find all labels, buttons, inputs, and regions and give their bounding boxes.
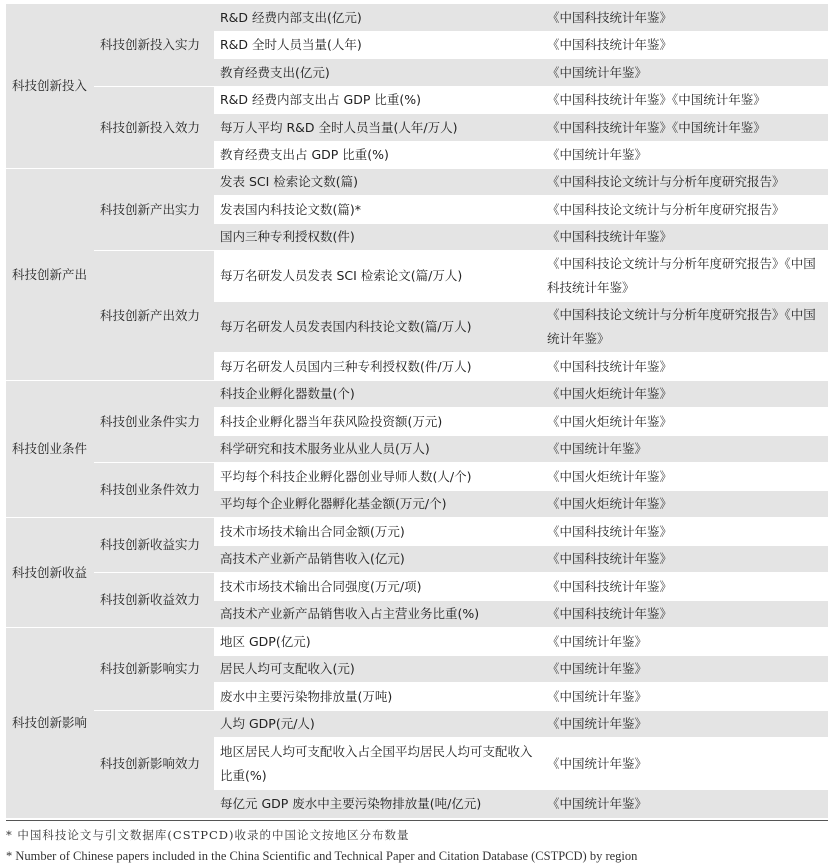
indicator-cell: 每万名研发人员发表 SCI 检索论文(篇/万人) — [214, 251, 539, 302]
table-row — [6, 251, 828, 302]
source-cell: 《中国科技统计年鉴》 — [539, 224, 828, 251]
indicator-cell: 每万名研发人员发表国内科技论文数(篇/万人) — [214, 302, 539, 353]
source-cell: 《中国科技统计年鉴》 — [539, 573, 828, 601]
category-cell: 科技创新投入 — [6, 4, 94, 169]
indicator-cell: 居民人均可支配收入(元) — [214, 656, 539, 683]
indicator-cell: 人均 GDP(元/人) — [214, 711, 539, 738]
subcategory-cell: 科技创新收益实力 — [94, 518, 214, 573]
indicator-cell: 科技企业孵化器数量(个) — [214, 381, 539, 408]
table-row — [6, 628, 828, 656]
indicator-cell: 每亿元 GDP 废水中主要污染物排放量(吨/亿元) — [214, 790, 539, 818]
source-cell: 《中国科技论文统计与分析年度研究报告》 — [539, 196, 828, 224]
subcategory-cell: 科技创新产出效力 — [94, 251, 214, 381]
category-cell: 科技创新产出 — [6, 169, 94, 381]
footnote-english: * Number of Chinese papers included in the China Scientific and Technical Paper and Citation Database (CSTPCD) by region — [6, 848, 638, 863]
subcategory-cell: 科技创新投入实力 — [94, 4, 214, 87]
table-row — [6, 518, 828, 546]
indicator-table — [6, 3, 828, 818]
category-cell: 科技创业条件 — [6, 381, 94, 518]
subcategory-cell: 科技创新投入效力 — [94, 87, 214, 169]
source-cell: 《中国科技论文统计与分析年度研究报告》《中国科技统计年鉴》 — [539, 251, 828, 302]
indicator-cell: 科学研究和技术服务业从业人员(万人) — [214, 436, 539, 463]
source-cell: 《中国统计年鉴》 — [539, 59, 828, 87]
source-cell: 《中国科技统计年鉴》 — [539, 601, 828, 628]
footnote-chinese: * 中国科技论文与引文数据库(CSTPCD)收录的中国论文按地区分布数量 — [6, 827, 410, 842]
source-cell: 《中国科技统计年鉴》 — [539, 546, 828, 573]
table-row — [6, 169, 828, 196]
subcategory-cell: 科技创新影响效力 — [94, 711, 214, 818]
indicator-cell: 高技术产业新产品销售收入(亿元) — [214, 546, 539, 573]
indicator-cell: 发表 SCI 检索论文数(篇) — [214, 169, 539, 196]
source-cell: 《中国火炬统计年鉴》 — [539, 381, 828, 408]
indicator-cell: R&D 经费内部支出(亿元) — [214, 4, 539, 32]
indicator-cell: 平均每个科技企业孵化器创业导师人数(人/个) — [214, 463, 539, 491]
source-cell: 《中国统计年鉴》 — [539, 628, 828, 656]
source-cell: 《中国统计年鉴》 — [539, 683, 828, 711]
subcategory-cell: 科技创新收益效力 — [94, 573, 214, 628]
indicator-cell: 地区 GDP(亿元) — [214, 628, 539, 656]
table-row — [6, 573, 828, 601]
indicator-cell: 技术市场技术输出合同强度(万元/项) — [214, 573, 539, 601]
source-cell: 《中国科技统计年鉴》《中国统计年鉴》 — [539, 87, 828, 114]
source-cell: 《中国统计年鉴》 — [539, 656, 828, 683]
table-row — [6, 711, 828, 738]
indicator-cell: 国内三种专利授权数(件) — [214, 224, 539, 251]
indicator-cell: 每万名研发人员国内三种专利授权数(件/万人) — [214, 353, 539, 381]
source-cell: 《中国火炬统计年鉴》 — [539, 463, 828, 491]
table-row — [6, 463, 828, 491]
indicator-cell: 技术市场技术输出合同金额(万元) — [214, 518, 539, 546]
indicator-table-container — [6, 3, 828, 867]
source-cell: 《中国科技论文统计与分析年度研究报告》 — [539, 169, 828, 196]
source-cell: 《中国科技论文统计与分析年度研究报告》《中国统计年鉴》 — [539, 302, 828, 353]
indicator-cell: 地区居民人均可支配收入占全国平均居民人均可支配收入比重(%) — [214, 738, 539, 790]
category-cell: 科技创新收益 — [6, 518, 94, 628]
indicator-cell: R&D 全时人员当量(人年) — [214, 32, 539, 59]
source-cell: 《中国统计年鉴》 — [539, 790, 828, 818]
indicator-cell: 教育经费支出占 GDP 比重(%) — [214, 142, 539, 169]
source-cell: 《中国统计年鉴》 — [539, 142, 828, 169]
indicator-cell: 科技企业孵化器当年获风险投资额(万元) — [214, 408, 539, 436]
indicator-cell: 废水中主要污染物排放量(万吨) — [214, 683, 539, 711]
subcategory-cell: 科技创新产出实力 — [94, 169, 214, 251]
source-cell: 《中国统计年鉴》 — [539, 711, 828, 738]
source-cell: 《中国统计年鉴》 — [539, 436, 828, 463]
source-cell: 《中国科技统计年鉴》《中国统计年鉴》 — [539, 114, 828, 142]
source-cell: 《中国统计年鉴》 — [539, 738, 828, 790]
subcategory-cell: 科技创新影响实力 — [94, 628, 214, 711]
source-cell: 《中国火炬统计年鉴》 — [539, 491, 828, 518]
indicator-cell: R&D 经费内部支出占 GDP 比重(%) — [214, 87, 539, 114]
table-row — [6, 4, 828, 32]
indicator-cell: 教育经费支出(亿元) — [214, 59, 539, 87]
subcategory-cell: 科技创业条件实力 — [94, 381, 214, 463]
source-cell: 《中国科技统计年鉴》 — [539, 353, 828, 381]
indicator-cell: 平均每个企业孵化器孵化基金额(万元/个) — [214, 491, 539, 518]
source-cell: 《中国科技统计年鉴》 — [539, 518, 828, 546]
indicator-cell: 每万人平均 R&D 全时人员当量(人年/万人) — [214, 114, 539, 142]
table-bottom-rule — [6, 820, 828, 821]
source-cell: 《中国火炬统计年鉴》 — [539, 408, 828, 436]
source-cell: 《中国科技统计年鉴》 — [539, 32, 828, 59]
category-cell: 科技创新影响 — [6, 628, 94, 818]
indicator-cell: 高技术产业新产品销售收入占主营业务比重(%) — [214, 601, 539, 628]
indicator-cell: 发表国内科技论文数(篇)* — [214, 196, 539, 224]
footnotes — [6, 825, 828, 867]
table-row — [6, 381, 828, 408]
table-row — [6, 87, 828, 114]
source-cell: 《中国科技统计年鉴》 — [539, 4, 828, 32]
subcategory-cell: 科技创业条件效力 — [94, 463, 214, 518]
